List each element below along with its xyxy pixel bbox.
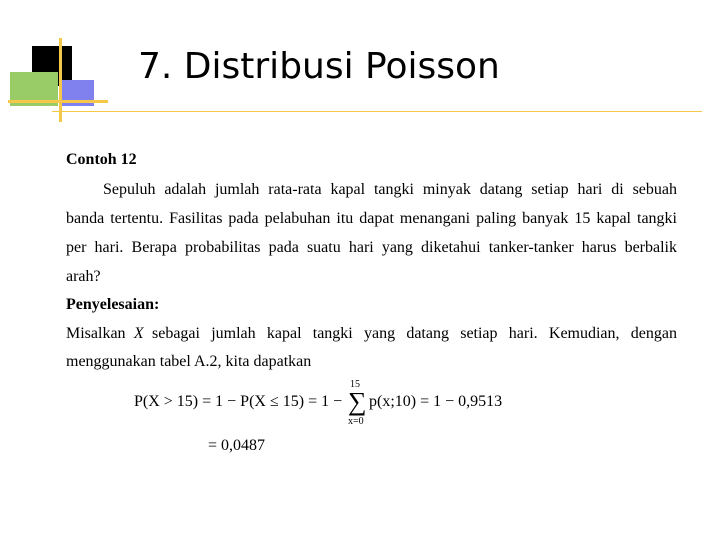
title-divider: [52, 111, 702, 112]
solution-heading: Penyelesaian:: [66, 296, 160, 313]
problem-line-2: banda tertentu. Fasilitas pada pelabuhan itu dapat menangani paling banyak 15 kapal tangki: [66, 210, 677, 227]
solution-variable: X: [133, 325, 144, 342]
equation-rhs: p(x;10) = 1 − 0,9513: [369, 393, 503, 410]
sum-lower-limit: x=0: [348, 416, 364, 427]
problem-line-1: Sepuluh adalah jumlah rata-rata kapal tangki minyak datang setiap hari di sebuah: [103, 181, 677, 198]
example-heading: Contoh 12: [66, 151, 137, 168]
sum-upper-limit: 15: [350, 379, 360, 390]
solution-line-1-pre: Misalkan: [66, 325, 126, 342]
summation-symbol: ∑: [348, 387, 367, 416]
solution-line-1: [66, 324, 677, 344]
slide-title: 7. Distribusi Poisson: [138, 46, 500, 87]
equation-lhs: P(X > 15) = 1 − P(X ≤ 15) = 1 −: [134, 393, 343, 410]
solution-line-2: menggunakan tabel A.2, kita dapatkan: [66, 353, 312, 370]
decor-vertical-line: [59, 38, 62, 122]
problem-line-4: arah?: [66, 268, 101, 285]
problem-line-3: per hari. Berapa probabilitas pada suatu hari yang diketahui tanker-tanker harus berbalik: [66, 239, 677, 256]
decor-horizontal-line: [8, 100, 108, 103]
solution-line-1-post: sebagai jumlah kapal tangki yang datang setiap hari. Kemudian, dengan: [151, 325, 677, 342]
equation-result: = 0,0487: [208, 437, 266, 454]
